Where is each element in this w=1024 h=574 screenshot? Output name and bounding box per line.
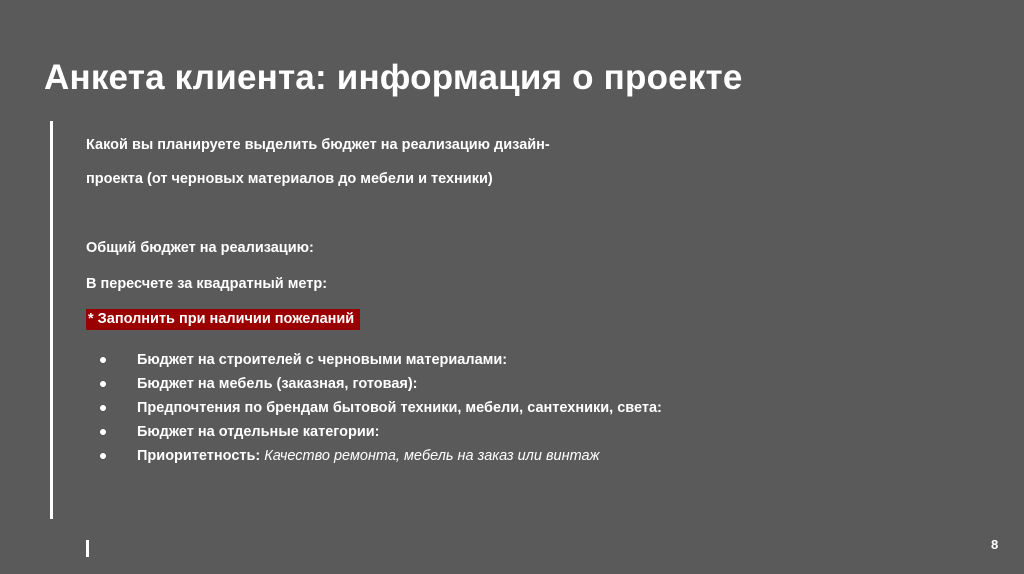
bullet-icon [100,405,106,411]
list-item [100,396,662,420]
bullet-value: Качество ремонта, мебель на заказ или винтаж [260,448,600,464]
list-item [100,444,662,468]
list-item [100,420,662,444]
bullet-label: Предпочтения по брендам бытовой техники, мебели, сантехники, света: [137,400,662,416]
vertical-divider [50,121,53,519]
bullet-list [100,348,662,468]
bullet-icon [100,453,106,459]
bullet-icon [100,429,106,435]
bullet-icon [100,381,106,387]
total-budget-label: Общий бюджет на реализацию: [86,240,314,256]
highlight-note-container [86,311,360,327]
footer-bar [86,540,89,557]
per-sqm-label: В пересчете за квадратный метр: [86,276,328,292]
highlight-note: * Заполнить при наличии пожеланий [86,309,360,330]
question-line-2: проекта (от черновых материалов до мебели и техники) [86,171,493,187]
bullet-label: Бюджет на отдельные категории: [137,424,380,440]
list-item [100,372,662,396]
page-number: 8 [991,537,999,552]
question-line-1: Какой вы планируете выделить бюджет на реализацию дизайн- [86,137,550,153]
slide-title: Анкета клиента: информация о проекте [44,58,743,97]
list-item [100,348,662,372]
bullet-label: Бюджет на мебель (заказная, готовая): [137,376,418,392]
bullet-label: Бюджет на строителей с черновыми материалами: [137,352,508,368]
bullet-label: Приоритетность: [137,448,261,464]
bullet-icon [100,357,106,363]
